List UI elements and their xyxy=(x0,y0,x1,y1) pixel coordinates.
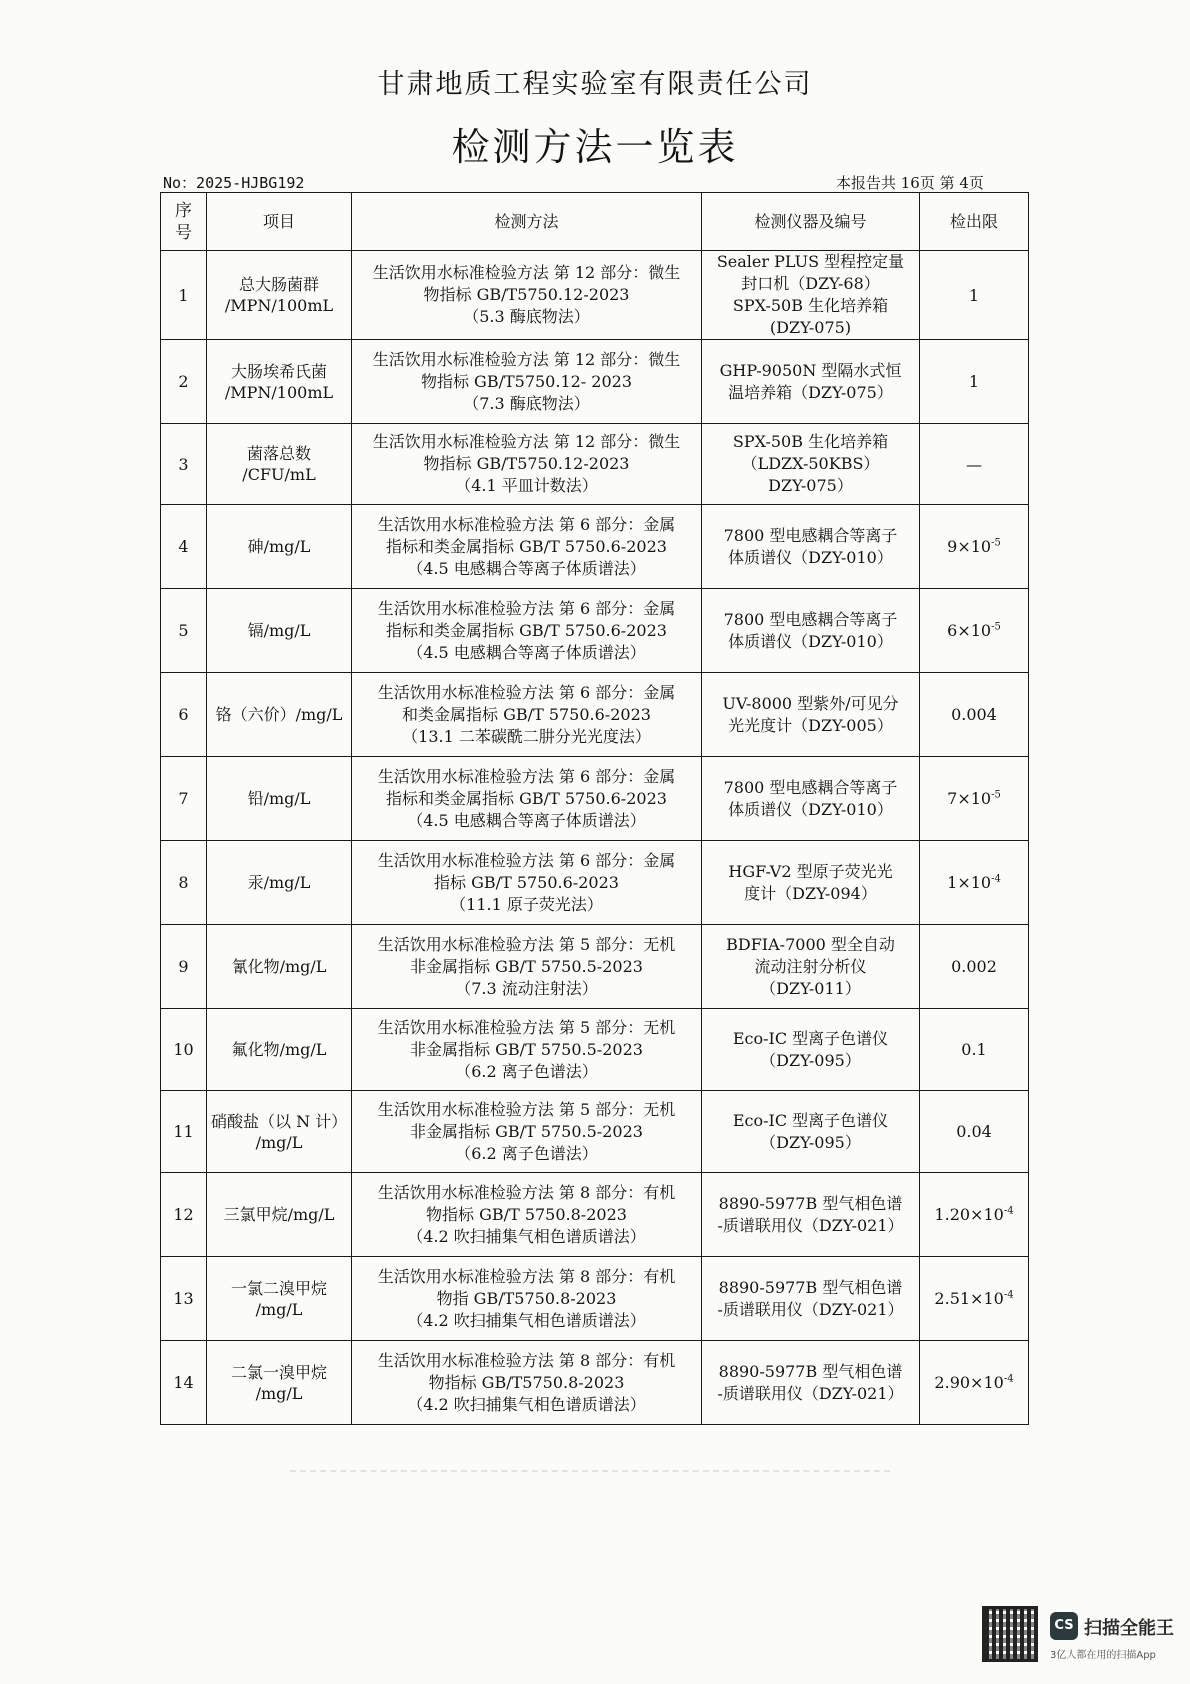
method-text-line: 指标 GB/T 5750.6-2023 xyxy=(434,872,619,892)
row-number: 4 xyxy=(161,505,207,589)
page-info: 本报告共 16页 第 4页 xyxy=(836,174,984,192)
page-title: 检测方法一览表 xyxy=(451,125,739,169)
instrument-text-line: -质谱联用仪（DZY-021） xyxy=(717,1299,904,1319)
instrument-text-line: SPX-50B 生化培养箱 xyxy=(732,432,889,451)
table-row xyxy=(161,505,1029,589)
row-number: 11 xyxy=(161,1091,207,1173)
method-text-line: 生活饮用水标准检验方法 第 8 部分：有机 xyxy=(377,1182,676,1202)
item-name xyxy=(207,1009,352,1091)
row-number: 3 xyxy=(161,424,207,505)
method-text xyxy=(352,757,702,841)
item-name-line: 菌落总数 xyxy=(246,444,311,463)
instrument-text-line: HGF-V2 型原子荧光光 xyxy=(728,861,893,881)
row-number: 10 xyxy=(161,1009,207,1091)
limit-value: 0.04 xyxy=(956,1122,992,1141)
faint-stamp-mark xyxy=(290,1470,890,1474)
method-text-line: 非金属指标 GB/T 5750.5-2023 xyxy=(410,956,643,976)
method-text xyxy=(352,1257,702,1341)
instrument-text-line: (DZY-075) xyxy=(769,318,852,337)
limit-exponent: -4 xyxy=(991,873,1001,885)
method-text-line: （4.2 吹扫捕集气相色谱质谱法） xyxy=(407,1226,646,1246)
row-number: 2 xyxy=(161,340,207,424)
table-row xyxy=(161,757,1029,841)
row-number: 6 xyxy=(161,673,207,757)
limit-value: 1 xyxy=(968,372,980,391)
table-row xyxy=(161,1257,1029,1341)
scanner-watermark xyxy=(982,1606,1190,1676)
row-number: 13 xyxy=(161,1257,207,1341)
row-number: 8 xyxy=(161,841,207,925)
item-name xyxy=(207,424,352,505)
detection-limit xyxy=(920,757,1029,841)
methods-table xyxy=(160,192,1029,1425)
method-text-line: （7.3 流动注射法） xyxy=(455,978,598,998)
method-text-line: 生活饮用水标准检验方法 第 5 部分：无机 xyxy=(377,1017,676,1037)
item-name xyxy=(207,925,352,1009)
instrument-text-line: （DZY-095） xyxy=(760,1132,861,1152)
limit-value: 0.004 xyxy=(951,705,997,724)
instrument-text xyxy=(702,1009,920,1091)
method-text-line: 非金属指标 GB/T 5750.5-2023 xyxy=(410,1121,643,1141)
company-name: 甘肃地质工程实验室有限责任公司 xyxy=(377,69,813,100)
method-text-line: 物指标 GB/T5750.12- 2023 xyxy=(420,371,633,391)
limit-exponent: -4 xyxy=(1003,1205,1014,1217)
item-name-line: 二氯一溴甲烷 xyxy=(230,1362,327,1382)
detection-limit xyxy=(920,1341,1029,1425)
table-row xyxy=(161,841,1029,925)
instrument-text-line: （LDZX-50KBS） xyxy=(741,454,880,473)
instrument-text-line: 光光度计（DZY-005） xyxy=(728,715,893,735)
item-name-line: 硝酸盐（以 N 计） xyxy=(211,1111,348,1131)
instrument-text-line: Eco-IC 型离子色谱仪 xyxy=(732,1110,889,1130)
item-name-line: 汞/mg/L xyxy=(247,873,311,892)
method-text-line: （4.1 平皿计数法） xyxy=(455,476,598,495)
item-name xyxy=(207,589,352,673)
instrument-text-line: 流动注射分析仪 xyxy=(754,956,867,976)
report-number: No：2025-HJBG192 xyxy=(163,174,305,192)
instrument-text-line: Eco-IC 型离子色谱仪 xyxy=(732,1028,889,1048)
method-text xyxy=(352,505,702,589)
table-row xyxy=(161,1173,1029,1257)
method-text-line: 生活饮用水标准检验方法 第 12 部分：微生 xyxy=(372,432,681,451)
method-text-line: （4.5 电感耦合等离子体质谱法） xyxy=(407,810,646,830)
item-name xyxy=(207,1173,352,1257)
detection-limit xyxy=(920,251,1029,340)
detection-limit xyxy=(920,340,1029,424)
item-name xyxy=(207,757,352,841)
item-name xyxy=(207,340,352,424)
app-tagline: 3亿人都在用的扫描App xyxy=(1050,1650,1156,1661)
method-text-line: 生活饮用水标准检验方法 第 12 部分：微生 xyxy=(372,349,681,369)
table-row xyxy=(161,1341,1029,1425)
method-text xyxy=(352,424,702,505)
method-text-line: 非金属指标 GB/T 5750.5-2023 xyxy=(410,1039,643,1059)
method-text-line: （4.5 电感耦合等离子体质谱法） xyxy=(407,558,646,578)
method-text-line: 生活饮用水标准检验方法 第 5 部分：无机 xyxy=(377,1099,676,1119)
instrument-text-line: 体质谱仪（DZY-010） xyxy=(728,547,893,567)
detection-limit xyxy=(920,1173,1029,1257)
method-text-line: （7.3 酶底物法） xyxy=(463,393,590,413)
instrument-text-line: 8890-5977B 型气相色谱 xyxy=(718,1361,903,1381)
table-row xyxy=(161,340,1029,424)
instrument-text xyxy=(702,757,920,841)
method-text xyxy=(352,841,702,925)
row-number: 5 xyxy=(161,589,207,673)
row-number: 12 xyxy=(161,1173,207,1257)
method-text-line: 生活饮用水标准检验方法 第 6 部分：金属 xyxy=(377,598,676,618)
detection-limit xyxy=(920,424,1029,505)
method-text-line: （6.2 离子色谱法） xyxy=(455,1143,598,1163)
item-name-line: /CFU/mL xyxy=(242,465,316,484)
method-text xyxy=(352,1341,702,1425)
method-text xyxy=(352,1091,702,1173)
instrument-text-line: 8890-5977B 型气相色谱 xyxy=(718,1277,903,1297)
method-text-line: 生活饮用水标准检验方法 第 8 部分：有机 xyxy=(377,1266,676,1286)
instrument-text-line: -质谱联用仪（DZY-021） xyxy=(717,1383,904,1403)
method-text-line: （4.2 吹扫捕集气相色谱质谱法） xyxy=(407,1394,646,1414)
qr-code-icon xyxy=(982,1606,1038,1662)
instrument-text xyxy=(702,424,920,505)
method-text-line: 指标和类金属指标 GB/T 5750.6-2023 xyxy=(386,536,667,556)
method-text xyxy=(352,340,702,424)
limit-value: 9×10 xyxy=(947,537,992,556)
instrument-text-line: （DZY-011） xyxy=(760,978,861,998)
limit-exponent: -5 xyxy=(991,621,1001,633)
item-name-line: 铅/mg/L xyxy=(247,789,311,808)
instrument-text-line: 7800 型电感耦合等离子 xyxy=(723,609,898,629)
method-text-line: 生活饮用水标准检验方法 第 6 部分：金属 xyxy=(377,682,676,702)
method-text-line: 生活饮用水标准检验方法 第 5 部分：无机 xyxy=(377,934,676,954)
limit-value: 1 xyxy=(968,285,980,305)
method-text xyxy=(352,1009,702,1091)
item-name-line: /mg/L xyxy=(255,1383,303,1403)
method-text-line: 指标和类金属指标 GB/T 5750.6-2023 xyxy=(386,788,667,808)
item-name-line: 一氯二溴甲烷 xyxy=(230,1278,327,1298)
method-text-line: 物指标 GB/T 5750.8-2023 xyxy=(426,1204,627,1224)
instrument-text-line: UV-8000 型紫外/可见分 xyxy=(722,693,899,713)
method-text-line: 生活饮用水标准检验方法 第 6 部分：金属 xyxy=(377,850,676,870)
item-name xyxy=(207,505,352,589)
detection-limit xyxy=(920,673,1029,757)
instrument-text-line: 体质谱仪（DZY-010） xyxy=(728,799,893,819)
method-text xyxy=(352,589,702,673)
item-name xyxy=(207,1091,352,1173)
column-header-no: 序号 xyxy=(161,193,207,251)
column-header-method: 检测方法 xyxy=(352,193,702,251)
instrument-text xyxy=(702,1257,920,1341)
method-text xyxy=(352,925,702,1009)
app-name: 扫描全能王 xyxy=(1084,1618,1174,1639)
method-text-line: （4.2 吹扫捕集气相色谱质谱法） xyxy=(407,1310,646,1330)
item-name-line: 氰化物/mg/L xyxy=(231,957,327,976)
item-name-line: 铬（六价）/mg/L xyxy=(215,705,343,724)
column-header-limit: 检出限 xyxy=(920,193,1029,251)
detection-limit xyxy=(920,505,1029,589)
column-header-instrument: 检测仪器及编号 xyxy=(702,193,920,251)
instrument-text xyxy=(702,1173,920,1257)
method-text xyxy=(352,251,702,340)
instrument-text xyxy=(702,1091,920,1173)
table-row xyxy=(161,424,1029,505)
table-row xyxy=(161,251,1029,340)
instrument-text xyxy=(702,841,920,925)
limit-value: — xyxy=(966,454,982,474)
limit-exponent: -5 xyxy=(991,537,1001,549)
method-text-line: 生活饮用水标准检验方法 第 8 部分：有机 xyxy=(377,1350,676,1370)
table-row xyxy=(161,673,1029,757)
item-name-line: 大肠埃希氏菌 xyxy=(230,361,327,381)
item-name-line: /mg/L xyxy=(255,1299,303,1319)
detection-limit xyxy=(920,1091,1029,1173)
method-text xyxy=(352,1173,702,1257)
detection-limit xyxy=(920,841,1029,925)
column-header-item: 项目 xyxy=(207,193,352,251)
limit-value: 2.51×10 xyxy=(934,1289,1004,1308)
item-name xyxy=(207,673,352,757)
item-name xyxy=(207,1341,352,1425)
instrument-text-line: 封口机（DZY-68） xyxy=(741,274,880,293)
limit-value: 6×10 xyxy=(947,621,992,640)
item-name-line: /MPN/100mL xyxy=(224,296,334,315)
item-name-line: 镉/mg/L xyxy=(247,621,311,640)
instrument-text-line: 7800 型电感耦合等离子 xyxy=(723,525,898,545)
table-row xyxy=(161,925,1029,1009)
limit-value: 0.1 xyxy=(961,1040,987,1059)
limit-value: 7×10 xyxy=(947,789,992,808)
instrument-text-line: 度计（DZY-094） xyxy=(744,883,877,903)
instrument-text-line: GHP-9050N 型隔水式恒 xyxy=(719,360,902,380)
limit-value: 2.90×10 xyxy=(934,1373,1004,1392)
method-text-line: 生活饮用水标准检验方法 第 6 部分：金属 xyxy=(377,514,676,534)
item-name-line: 砷/mg/L xyxy=(247,537,311,556)
instrument-text xyxy=(702,251,920,340)
method-text-line: 生活饮用水标准检验方法 第 12 部分：微生 xyxy=(372,263,681,282)
method-text-line: 物指 GB/T5750.8-2023 xyxy=(436,1288,617,1308)
limit-exponent: -4 xyxy=(1003,1289,1014,1301)
item-name xyxy=(207,841,352,925)
row-number: 14 xyxy=(161,1341,207,1425)
limit-value: 1.20×10 xyxy=(934,1205,1004,1224)
instrument-text xyxy=(702,925,920,1009)
detection-limit xyxy=(920,1009,1029,1091)
row-number: 9 xyxy=(161,925,207,1009)
detection-limit xyxy=(920,1257,1029,1341)
instrument-text-line: 体质谱仪（DZY-010） xyxy=(728,631,893,651)
instrument-text-line: BDFIA-7000 型全自动 xyxy=(726,934,895,954)
table-header-row xyxy=(161,193,1029,251)
table-row xyxy=(161,1009,1029,1091)
method-text-line: 物指标 GB/T5750.12-2023 xyxy=(423,454,630,473)
item-name xyxy=(207,1257,352,1341)
method-text-line: （13.1 二苯碳酰二肼分光光度法） xyxy=(402,726,651,746)
instrument-text-line: -质谱联用仪（DZY-021） xyxy=(717,1215,904,1235)
table-row xyxy=(161,1091,1029,1173)
detection-limit xyxy=(920,589,1029,673)
table-row xyxy=(161,589,1029,673)
method-text-line: （4.5 电感耦合等离子体质谱法） xyxy=(407,642,646,662)
instrument-text xyxy=(702,673,920,757)
method-text-line: 物指标 GB/T5750.12-2023 xyxy=(423,285,630,304)
method-text-line: （6.2 离子色谱法） xyxy=(455,1061,598,1081)
instrument-text-line: （DZY-095） xyxy=(760,1050,861,1070)
instrument-text-line: 8890-5977B 型气相色谱 xyxy=(718,1193,903,1213)
item-name-line: 总大肠菌群 xyxy=(238,275,319,294)
row-number: 1 xyxy=(161,251,207,340)
item-name-line: 三氯甲烷/mg/L xyxy=(223,1205,335,1224)
limit-value: 1×10 xyxy=(947,873,992,892)
method-text xyxy=(352,673,702,757)
instrument-text xyxy=(702,505,920,589)
instrument-text-line: DZY-075） xyxy=(768,476,853,495)
item-name xyxy=(207,251,352,340)
limit-exponent: -5 xyxy=(991,789,1001,801)
method-text-line: 指标和类金属指标 GB/T 5750.6-2023 xyxy=(386,620,667,640)
instrument-text xyxy=(702,1341,920,1425)
instrument-text xyxy=(702,340,920,424)
item-name-line: /mg/L xyxy=(255,1132,303,1152)
method-text-line: 生活饮用水标准检验方法 第 6 部分：金属 xyxy=(377,766,676,786)
instrument-text-line: 7800 型电感耦合等离子 xyxy=(723,777,898,797)
method-text-line: 和类金属指标 GB/T 5750.6-2023 xyxy=(402,704,651,724)
limit-value: 0.002 xyxy=(951,957,997,976)
instrument-text-line: SPX-50B 生化培养箱 xyxy=(732,296,889,315)
camscanner-logo-icon: CS xyxy=(1050,1612,1078,1640)
instrument-text xyxy=(702,589,920,673)
item-name-line: 氟化物/mg/L xyxy=(231,1040,327,1059)
method-text-line: （11.1 原子荧光法） xyxy=(450,894,603,914)
detection-limit xyxy=(920,925,1029,1009)
method-text-line: 物指标 GB/T5750.8-2023 xyxy=(428,1372,625,1392)
row-number: 7 xyxy=(161,757,207,841)
instrument-text-line: 温培养箱（DZY-075） xyxy=(728,382,893,402)
instrument-text-line: Sealer PLUS 型程控定量 xyxy=(716,252,905,271)
method-text-line: （5.3 酶底物法） xyxy=(463,307,590,326)
item-name-line: /MPN/100mL xyxy=(224,382,334,402)
limit-exponent: -4 xyxy=(1003,1373,1014,1385)
